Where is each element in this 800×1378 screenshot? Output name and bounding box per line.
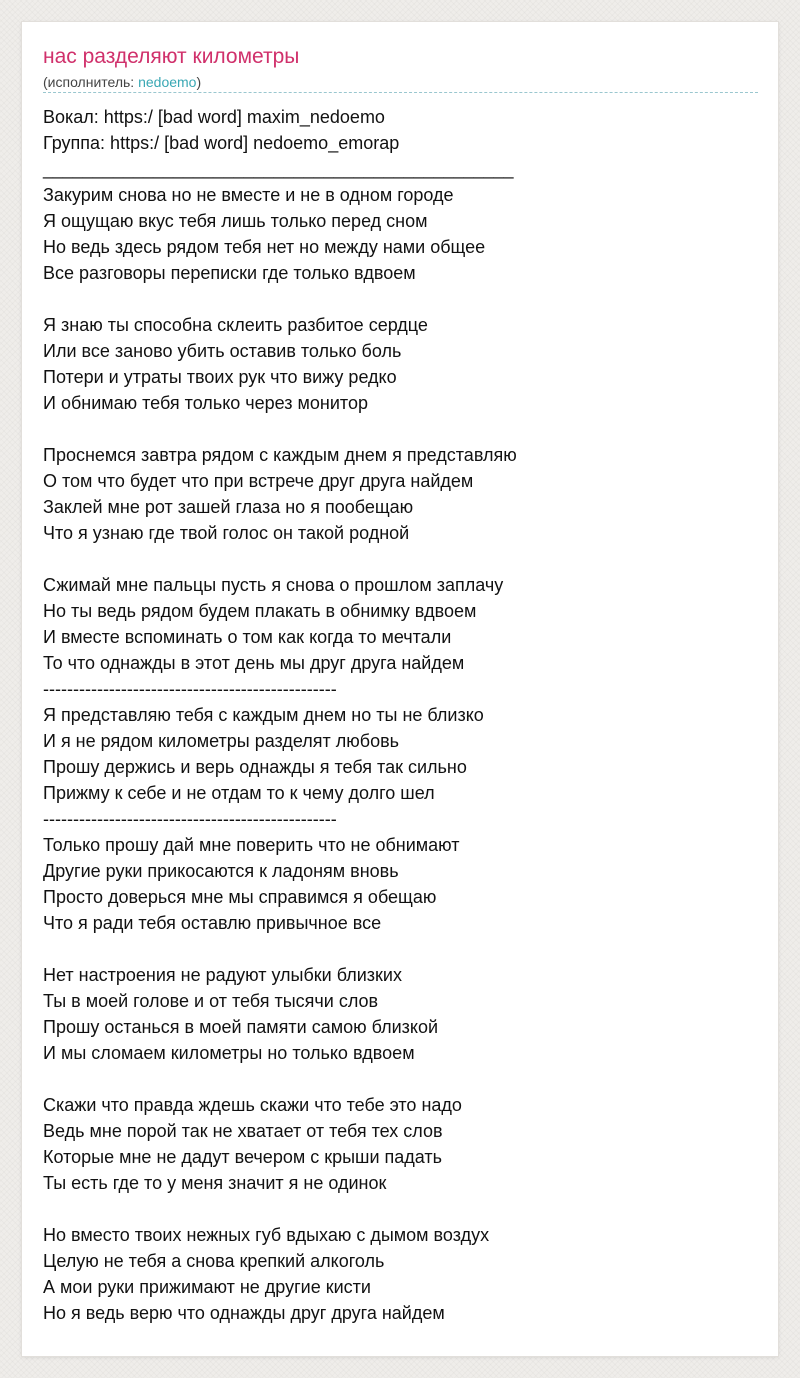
lyric-line: Что я узнаю где твой голос он такой родной xyxy=(43,523,410,543)
lyric-line: Которые мне не дадут вечером с крыши падать xyxy=(43,1147,443,1167)
lyric-line: Сжимай мне пальцы пусть я снова о прошлом заплачу xyxy=(43,575,504,595)
lyric-line: Целую не тебя а снова крепкий алкоголь xyxy=(43,1251,385,1271)
artist-line xyxy=(43,73,201,91)
lyric-line: Закурим снова но не вместе и не в одном городе xyxy=(43,185,454,205)
lyric-line: Ты в моей голове и от тебя тысячи слов xyxy=(43,991,379,1011)
lyric-line: Прошу держись и верь однажды я тебя так сильно xyxy=(43,757,467,777)
lyric-line: Заклей мне рот зашей глаза но я пообещаю xyxy=(43,497,414,517)
lyric-line: Скажи что правда ждешь скажи что тебе это надо xyxy=(43,1095,462,1115)
lyric-line: Я представляю тебя с каждым днем но ты не близко xyxy=(43,705,484,725)
header-divider xyxy=(43,92,758,93)
lyrics-text xyxy=(43,104,758,1326)
lyric-line: А мои руки прижимают не другие кисти xyxy=(43,1277,371,1297)
song-title: нас разделяют километры xyxy=(43,45,300,68)
lyric-line: ------------------------------------------------- xyxy=(43,809,337,829)
lyric-line: Что я ради тебя оставлю привычное все xyxy=(43,913,382,933)
lyric-line: Я ощущаю вкус тебя лишь только перед сном xyxy=(43,211,428,231)
lyric-line: Или все заново убить оставив только боль xyxy=(43,341,402,361)
lyric-line: Прошу останься в моей памяти самою близкой xyxy=(43,1017,439,1037)
lyric-line: ------------------------------------------------- xyxy=(43,679,337,699)
lyric-line: Нет настроения не радуют улыбки близких xyxy=(43,965,402,985)
lyric-line: _______________________________________________ xyxy=(43,159,514,179)
lyric-line: Но ты ведь рядом будем плакать в обнимку вдвоем xyxy=(43,601,477,621)
lyric-line: Группа: https:/ [bad word] nedoemo_emorap xyxy=(43,133,400,153)
lyric-line: Вокал: https:/ [bad word] maxim_nedoemo xyxy=(43,107,385,127)
lyric-line: Просто доверься мне мы справимся я обещаю xyxy=(43,887,437,907)
lyric-line xyxy=(43,1066,758,1092)
lyric-line: Ты есть где то у меня значит я не одинок xyxy=(43,1173,387,1193)
lyric-line xyxy=(43,546,758,572)
lyrics-card xyxy=(22,22,778,1356)
lyric-line xyxy=(43,1196,758,1222)
lyric-line: Только прошу дай мне поверить что не обнимают xyxy=(43,835,460,855)
lyric-line: Потери и утраты твоих рук что вижу редко xyxy=(43,367,397,387)
lyric-line: И мы сломаем километры но только вдвоем xyxy=(43,1043,415,1063)
lyric-line: Но я ведь верю что однажды друг друга найдем xyxy=(43,1303,445,1323)
lyric-line: Я знаю ты способна склеить разбитое сердце xyxy=(43,315,428,335)
lyric-line: И вместе вспоминать о том как когда то мечтали xyxy=(43,627,452,647)
lyric-line: То что однажды в этот день мы друг друга найдем xyxy=(43,653,465,673)
lyric-line xyxy=(43,416,758,442)
lyric-line: Но вместо твоих нежных губ вдыхаю с дымом воздух xyxy=(43,1225,490,1245)
lyric-line: Другие руки прикосаются к ладоням вновь xyxy=(43,861,399,881)
lyric-line: Но ведь здесь рядом тебя нет но между нами общее xyxy=(43,237,486,257)
lyric-line: О том что будет что при встрече друг друга найдем xyxy=(43,471,474,491)
artist-prefix: (исполнитель: xyxy=(43,74,139,90)
lyric-line: Все разговоры переписки где только вдвоем xyxy=(43,263,416,283)
lyric-line xyxy=(43,936,758,962)
artist-link[interactable]: nedoemo xyxy=(138,74,197,90)
lyric-line: И я не рядом километры разделят любовь xyxy=(43,731,400,751)
lyric-line: Проснемся завтра рядом с каждым днем я представляю xyxy=(43,445,517,465)
lyric-line xyxy=(43,286,758,312)
artist-suffix: ) xyxy=(196,74,202,90)
lyric-line: Ведь мне порой так не хватает от тебя тех слов xyxy=(43,1121,443,1141)
lyric-line: Прижму к себе и не отдам то к чему долго шел xyxy=(43,783,435,803)
lyric-line: И обнимаю тебя только через монитор xyxy=(43,393,368,413)
